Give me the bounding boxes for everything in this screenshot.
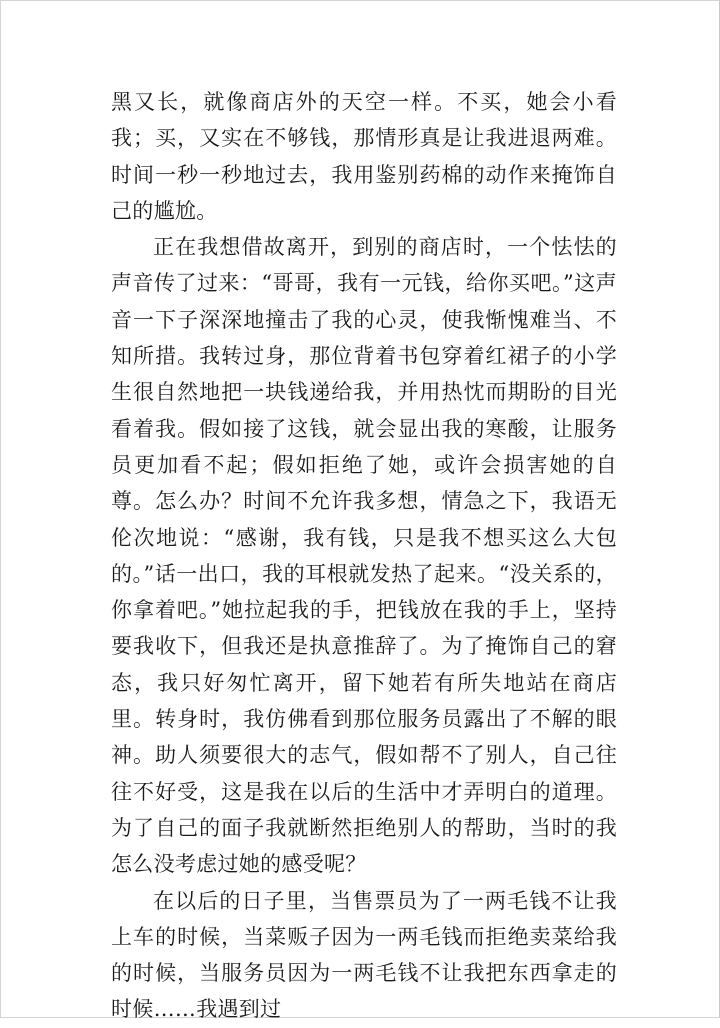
body-text — [111, 84, 617, 1028]
paragraph-later-days: 在以后的日子里，当售票员为了一两毛钱不让我上车的时候，当菜贩子因为一两毛钱而拒绝卖菜给我的时候，当服务员因为一两毛钱不让我把东西拿走的时候……我遇到过 — [111, 888, 617, 1022]
paragraph-continued: 黑又长，就像商店外的天空一样。不买，她会小看我；买，又实在不够钱，那情形真是让我进退两难。时间一秒一秒地过去，我用鉴别药棉的动作来掩饰自己的尴尬。 — [111, 90, 617, 223]
paragraph-refusal-story: 正在我想借故离开，到别的商店时，一个怯怯的声音传了过来：“哥哥，我有一元钱，给你买吧。”这声音一下子深深地撞击了我的心灵，使我惭愧难当、不知所措。我转过身，那位背着书包穿着红裙子的小学生很自然地把一块钱递给我，并用热忱而期盼的目光看着我。假如接了这钱，就会显出我的寒酸，让服务员更加看不起；假如拒绝了她，或许会损害她的自尊。怎么办？时间不允许我多想，情急之下，我语无伦次地说：“感谢，我有钱，只是我不想买这么大包的。”话一出口，我的耳根就发热了起来。“没关系的，你拿着吧。”她拉起我的手，把钱放在我的手上，坚持要我收下，但我还是执意推辞了。为了掩饰自己的窘态，我只好匆忙离开，留下她若有所失地站在商店里。转身时，我仿佛看到那位服务员露出了不解的眼神。助人须要很大的志气，假如帮不了别人，自己往往不好受，这是我在以后的生活中才弄明白的道理。为了自己的面子我就断然拒绝别人的帮助，当时的我怎么没考虑过她的感受呢？ — [111, 235, 617, 877]
